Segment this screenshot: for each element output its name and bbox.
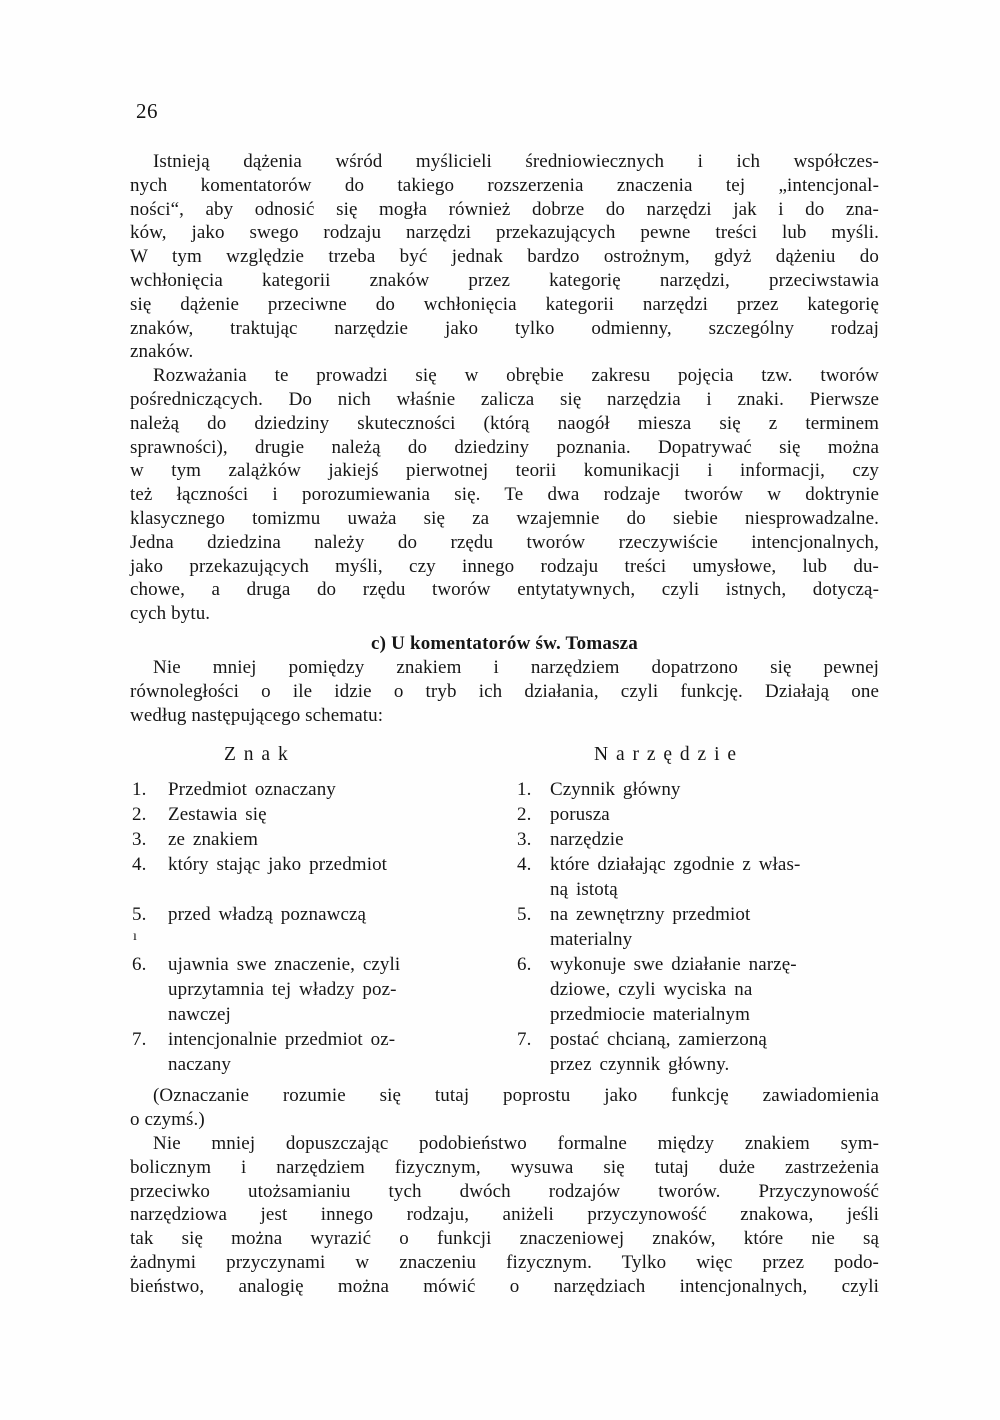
schema-row	[130, 852, 879, 902]
item-number: 2.	[132, 804, 147, 826]
schema-row	[130, 802, 879, 827]
item-number: 5.	[517, 904, 532, 926]
text-line: cych bytu.	[130, 603, 211, 625]
text-line: intencjonalnie przedmiot oz-	[168, 1029, 396, 1051]
paragraph	[130, 1132, 879, 1299]
text-line: żadnymi przyczynami w znaczeniu fizycznym. Tylko więc przez podo-	[130, 1251, 879, 1273]
schema-row	[130, 827, 879, 852]
schema-column-headers	[130, 743, 879, 768]
text-line: tak się można wyrazić o funkcji znaczeniowej znaków, które nie są	[130, 1228, 879, 1250]
item-number: 4.	[517, 854, 532, 876]
schema-left-header: Z n a k	[224, 744, 290, 766]
paragraph	[130, 1084, 879, 1132]
item-text	[168, 952, 517, 1027]
text-line: ujawnia swe znaczenie, czyli	[168, 954, 401, 976]
text-line: materialny	[550, 929, 633, 951]
item-number: 2.	[517, 804, 532, 826]
item-text	[168, 902, 517, 952]
text-line: Zestawia się	[168, 804, 267, 826]
text-line: W tym względzie trzeba być jednak bardzo ostrożnym, gdyż dążeniu do	[130, 246, 879, 268]
text-line: równoległości o ile idzie o tryb ich działania, czyli funkcję. Działają one	[130, 680, 879, 702]
print-artifact-mark: ı	[133, 929, 137, 945]
item-number: 6.	[517, 954, 532, 976]
text-line: bieństwo, analogię można mówić o narzędziach intencjonalnych, czyli	[130, 1275, 879, 1297]
item-number: 3.	[517, 829, 532, 851]
text-line: też łączności i porozumiewania się. Te dwa rodzaje tworów w doktrynie	[130, 484, 879, 506]
schema-right-header: N a r z ę d z i e	[594, 744, 738, 766]
text-line: porusza	[550, 804, 610, 826]
schema-row	[130, 777, 879, 802]
schema-row	[130, 902, 879, 952]
text-line: znaków, traktując narzędzie jako tylko odmienny, szczególny rodzaj	[130, 317, 879, 339]
paragraph	[130, 656, 879, 727]
text-line: wykonuje swe działanie narzę-	[550, 954, 797, 976]
item-text	[550, 852, 881, 902]
text-line: Istnieją dążenia wśród myślicieli średniowiecznych i ich współczes-	[153, 151, 879, 172]
text-line: wchłonięcia kategorii znaków przez kategorię narzędzi, przeciwstawia	[130, 269, 879, 291]
text-line: przed władzą poznawczą	[168, 904, 367, 926]
item-text	[550, 952, 881, 1027]
text-line: postać chcianą, zamierzoną	[550, 1029, 767, 1051]
paragraph	[130, 150, 879, 364]
text-line: w tym zalążków jakiejś pierwotnej teorii komunikacji i informacji, czy	[130, 460, 879, 482]
text-line: jako przekazujących myśli, czy innego rodzaju treści umysłowe, lub du-	[130, 555, 879, 577]
item-number: 6.	[132, 954, 147, 976]
text-line: o czymś.)	[130, 1109, 205, 1131]
text-line: Nie mniej pomiędzy znakiem i narzędziem dopatrzono się pewnej	[153, 656, 879, 678]
schema-intro-paragraph	[130, 656, 879, 727]
page-number: 26	[136, 99, 158, 123]
text-line: który stając jako przedmiot	[168, 854, 388, 876]
intro-paragraphs	[130, 150, 879, 626]
schema-row	[130, 1027, 879, 1077]
text-line: pośredniczących. Do nich właśnie zalicza się narzędzia i znaki. Pierwsze	[130, 388, 879, 410]
item-number: 5. ı	[132, 902, 168, 952]
item-text	[550, 827, 881, 852]
text-line: się dążenie przeciwne do wchłonięcia kategorii narzędzi przez kategorię	[130, 293, 879, 315]
item-text	[550, 802, 881, 827]
text-line: naczany	[168, 1054, 231, 1076]
item-number: 7.	[132, 1029, 147, 1051]
item-text	[168, 852, 517, 902]
section-heading: c) U komentatorów św. Tomasza	[370, 632, 639, 654]
text-line: Jedna dziedzina należy do rzędu tworów rzeczywiście intencjonalnych,	[130, 531, 879, 553]
text-line: należą do dziedziny skuteczności (którą naogół miesza się z terminem	[130, 412, 879, 434]
paragraph	[130, 364, 879, 626]
closing-paragraphs	[130, 1084, 879, 1298]
text-line: dziowe, czyli wyciska na	[550, 979, 753, 1001]
item-number: 7.	[517, 1029, 532, 1051]
text-line: sprawności), drugie należą do dziedziny poznania. Dopatrywać się można	[130, 436, 879, 458]
text-line: ków, jako swego rodzaju narzędzi przekazujących pewne treści lub myśli.	[130, 222, 879, 244]
text-line: nych komentatorów do takiego rozszerzenia znaczenia tej „intencjonal-	[130, 174, 879, 196]
text-line: nawczej	[168, 1004, 231, 1026]
item-text	[168, 827, 517, 852]
item-number: 3.	[132, 829, 147, 851]
item-text	[168, 1027, 517, 1077]
schema-table	[130, 743, 879, 1077]
item-text	[550, 902, 881, 952]
item-number: 1.	[132, 779, 147, 801]
text-line: Nie mniej dopuszczając podobieństwo formalne między znakiem sym-	[153, 1132, 879, 1154]
text-line: ze znakiem	[168, 829, 258, 851]
item-text	[550, 777, 881, 802]
item-number: 4.	[132, 854, 147, 876]
text-line: Przedmiot oznaczany	[168, 779, 336, 801]
item-text	[168, 777, 517, 802]
text-line: uprzytamnia tej władzy poz-	[168, 979, 397, 1001]
text-line: Rozważania te prowadzi się w obrębie zakresu pojęcia tzw. tworów	[153, 365, 879, 387]
text-line: klasycznego tomizmu uważa się za wzajemnie do siebie niesprowadzalne.	[130, 507, 879, 529]
text-line: przez czynnik główny.	[550, 1054, 730, 1076]
text-line: (Oznaczanie rozumie się tutaj poprostu jako funkcję zawiadomienia	[153, 1085, 879, 1107]
schema-rows	[130, 777, 879, 1077]
text-line: znaków.	[130, 341, 194, 363]
text-line: chowe, a druga do rzędu tworów entytatywnych, czyli istnych, dotyczą-	[130, 579, 879, 601]
item-text	[168, 802, 517, 827]
text-line: bolicznym i narzędziem fizycznym, wysuwa się tutaj duże zastrzeżenia	[130, 1156, 879, 1178]
text-line: Czynnik główny	[550, 779, 681, 801]
text-line: przeciwko utożsamianiu tych dwóch rodzajów tworów. Przyczynowość	[130, 1180, 879, 1202]
text-line: ną istotą	[550, 879, 618, 901]
schema-row	[130, 952, 879, 1027]
text-line: narzędziowa jest innego rodzaju, aniżeli przyczynowość znakowa, jeśli	[130, 1204, 879, 1226]
text-line: ności“, aby odnosić się mogła również dobrze do narzędzi jak i do zna-	[130, 198, 879, 220]
item-text	[550, 1027, 881, 1077]
text-block	[130, 150, 879, 1299]
item-number: 1.	[517, 779, 532, 801]
text-line: na zewnętrzny przedmiot	[550, 904, 751, 926]
text-line: przedmiocie materialnym	[550, 1004, 750, 1026]
text-line: według następującego schematu:	[130, 704, 384, 726]
text-line: narzędzie	[550, 829, 624, 851]
text-line: które działając zgodnie z włas-	[550, 854, 801, 876]
